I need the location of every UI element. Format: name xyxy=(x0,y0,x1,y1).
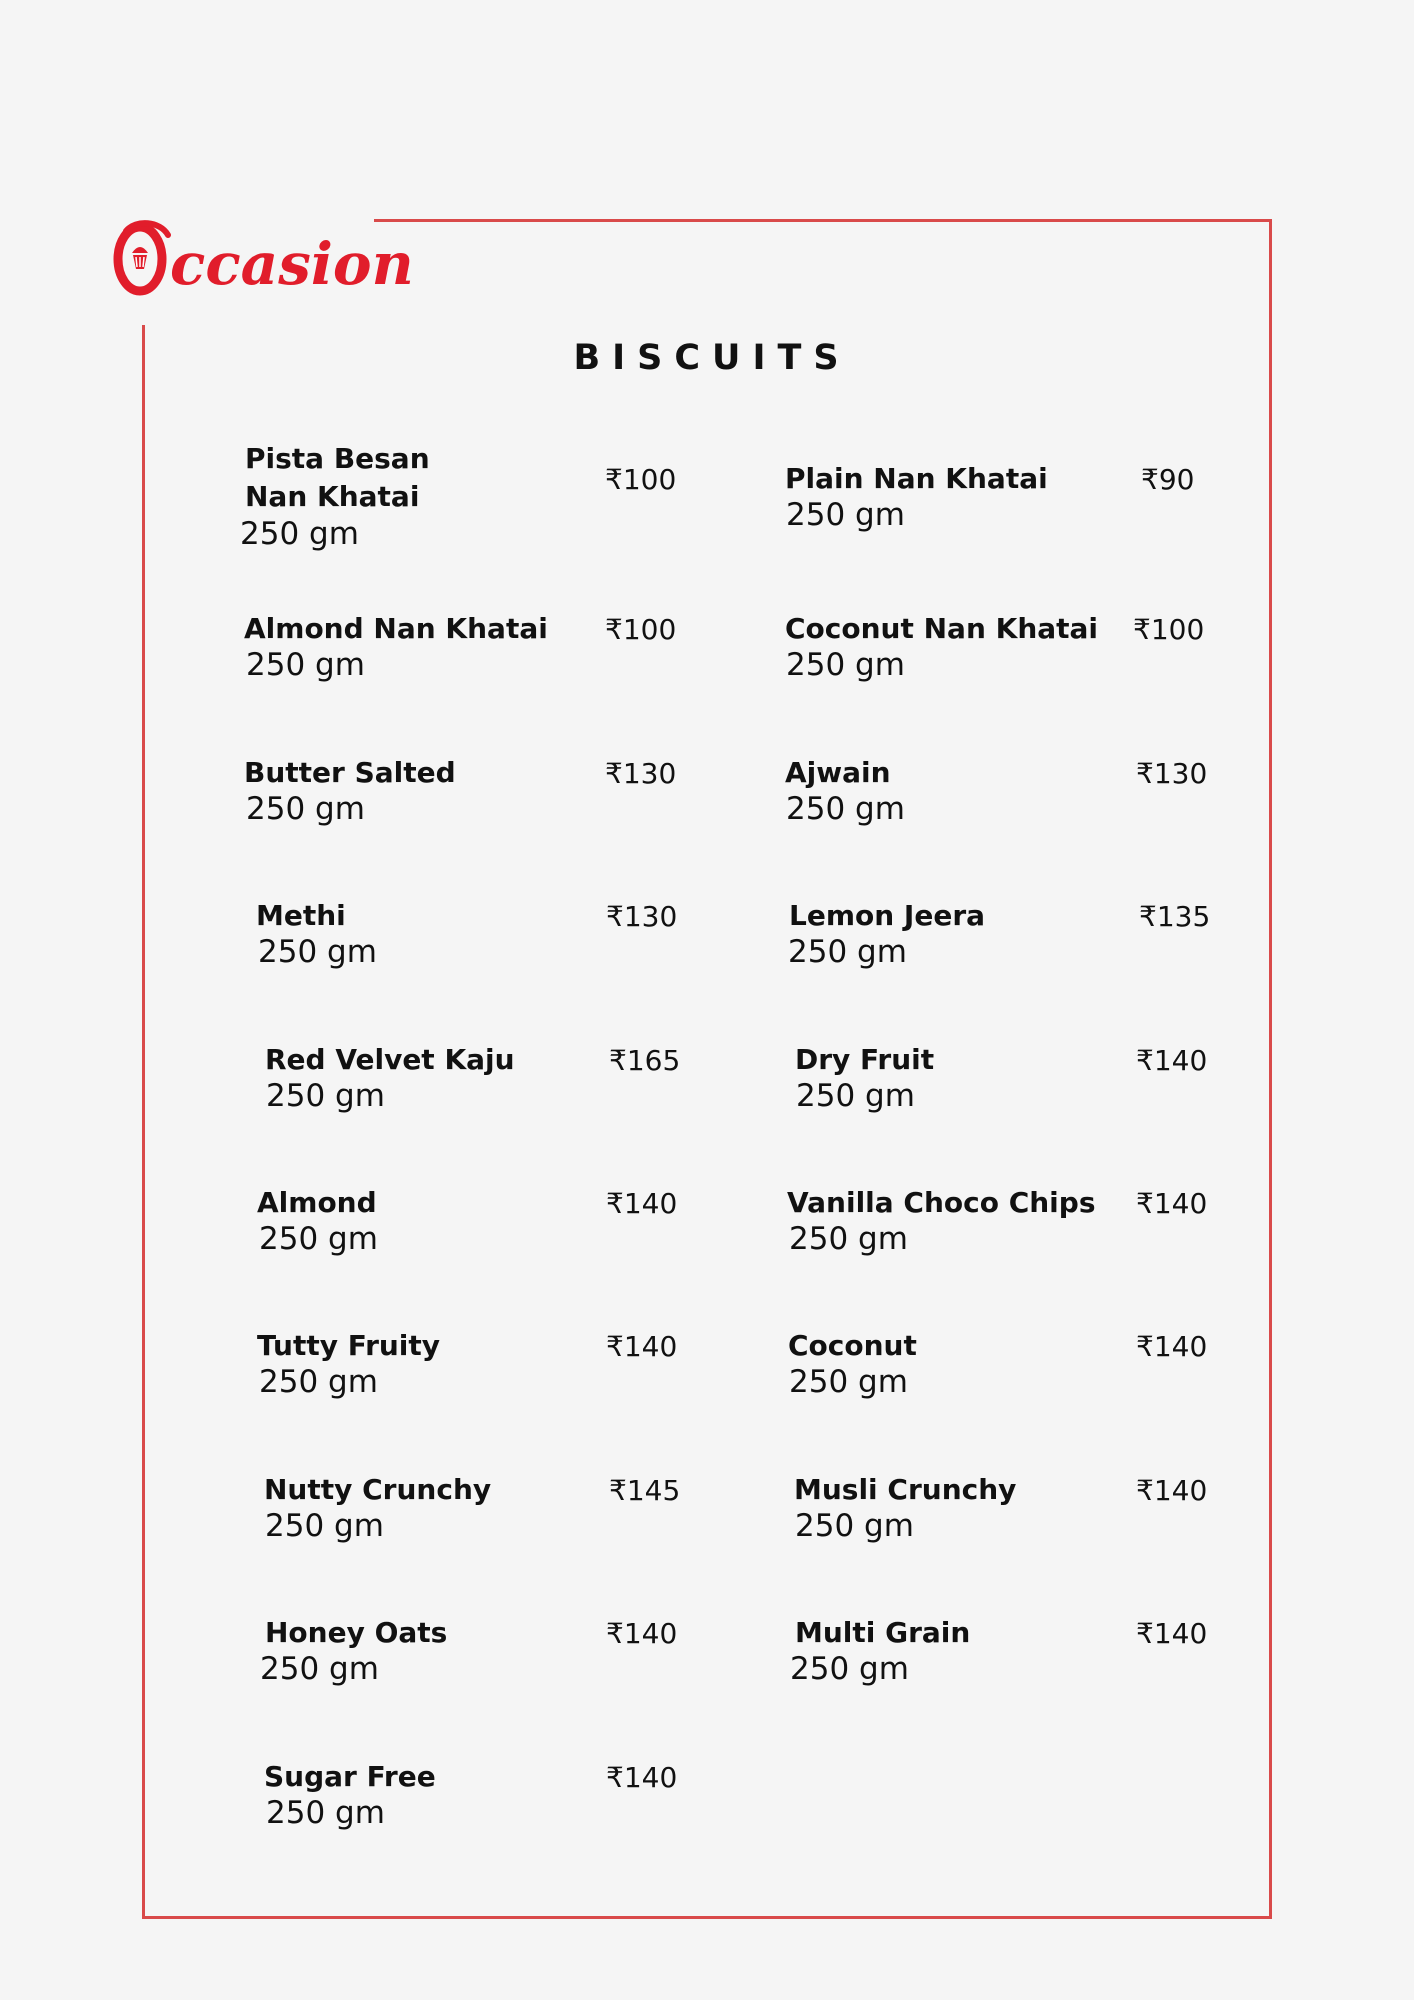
item-name-line: Red Velvet Kaju xyxy=(265,1043,515,1076)
item-name-line: Multi Grain xyxy=(795,1616,971,1649)
menu-title: BISCUITS xyxy=(573,338,851,378)
item-weight: 250 gm xyxy=(240,516,359,552)
item-name-line: Butter Salted xyxy=(244,756,456,789)
item-name-line: Musli Crunchy xyxy=(794,1473,1017,1506)
item-name xyxy=(245,440,430,516)
item-price: ₹130 xyxy=(1136,757,1208,790)
item-weight: 250 gm xyxy=(796,1078,915,1114)
item-name-line: Methi xyxy=(256,899,346,932)
item-price: ₹140 xyxy=(606,1330,678,1363)
item-name-line: Ajwain xyxy=(785,756,891,789)
item-weight: 250 gm xyxy=(258,934,377,970)
item-price: ₹165 xyxy=(609,1044,681,1077)
item-weight: 250 gm xyxy=(259,1221,378,1257)
item-price: ₹135 xyxy=(1139,900,1211,933)
item-weight: 250 gm xyxy=(786,647,905,683)
item-price: ₹140 xyxy=(1136,1617,1208,1650)
item-weight: 250 gm xyxy=(266,1078,385,1114)
item-price: ₹145 xyxy=(609,1474,681,1507)
logo-text: ccasion xyxy=(170,230,414,298)
item-price: ₹100 xyxy=(605,613,677,646)
item-weight: 250 gm xyxy=(788,934,907,970)
item-name-line: Pista Besan xyxy=(245,442,430,475)
item-weight: 250 gm xyxy=(795,1508,914,1544)
item-name-line: Almond Nan Khatai xyxy=(244,612,548,645)
item-name-line: Vanilla Choco Chips xyxy=(787,1186,1096,1219)
brand-logo xyxy=(108,205,414,305)
item-weight: 250 gm xyxy=(260,1651,379,1687)
item-weight: 250 gm xyxy=(265,1508,384,1544)
item-weight: 250 gm xyxy=(246,791,365,827)
item-weight: 250 gm xyxy=(246,647,365,683)
item-name-line: Dry Fruit xyxy=(795,1043,935,1076)
item-name-line: Coconut Nan Khatai xyxy=(785,612,1099,645)
item-weight: 250 gm xyxy=(790,1651,909,1687)
item-name-line: Lemon Jeera xyxy=(789,899,986,932)
item-name-line: Plain Nan Khatai xyxy=(785,462,1048,495)
item-price: ₹130 xyxy=(606,900,678,933)
item-price: ₹90 xyxy=(1141,463,1195,496)
item-price: ₹140 xyxy=(606,1187,678,1220)
item-price: ₹140 xyxy=(1136,1330,1208,1363)
item-weight: 250 gm xyxy=(786,791,905,827)
item-name-line: Sugar Free xyxy=(264,1760,436,1793)
item-price: ₹100 xyxy=(1133,613,1205,646)
item-price: ₹130 xyxy=(605,757,677,790)
item-price: ₹140 xyxy=(606,1761,678,1794)
item-price: ₹140 xyxy=(606,1617,678,1650)
item-name-line: Nutty Crunchy xyxy=(264,1473,492,1506)
item-name-line: Almond xyxy=(257,1186,377,1219)
item-price: ₹140 xyxy=(1136,1044,1208,1077)
item-weight: 250 gm xyxy=(266,1795,385,1831)
item-name-line: Coconut xyxy=(788,1329,917,1362)
item-name-line: Nan Khatai xyxy=(245,480,420,513)
item-price: ₹140 xyxy=(1136,1187,1208,1220)
item-weight: 250 gm xyxy=(259,1364,378,1400)
item-name-line: Tutty Fruity xyxy=(257,1329,441,1362)
item-weight: 250 gm xyxy=(786,497,905,533)
item-name-line: Honey Oats xyxy=(265,1616,448,1649)
item-weight: 250 gm xyxy=(789,1364,908,1400)
item-price: ₹100 xyxy=(605,463,677,496)
item-weight: 250 gm xyxy=(789,1221,908,1257)
item-price: ₹140 xyxy=(1136,1474,1208,1507)
